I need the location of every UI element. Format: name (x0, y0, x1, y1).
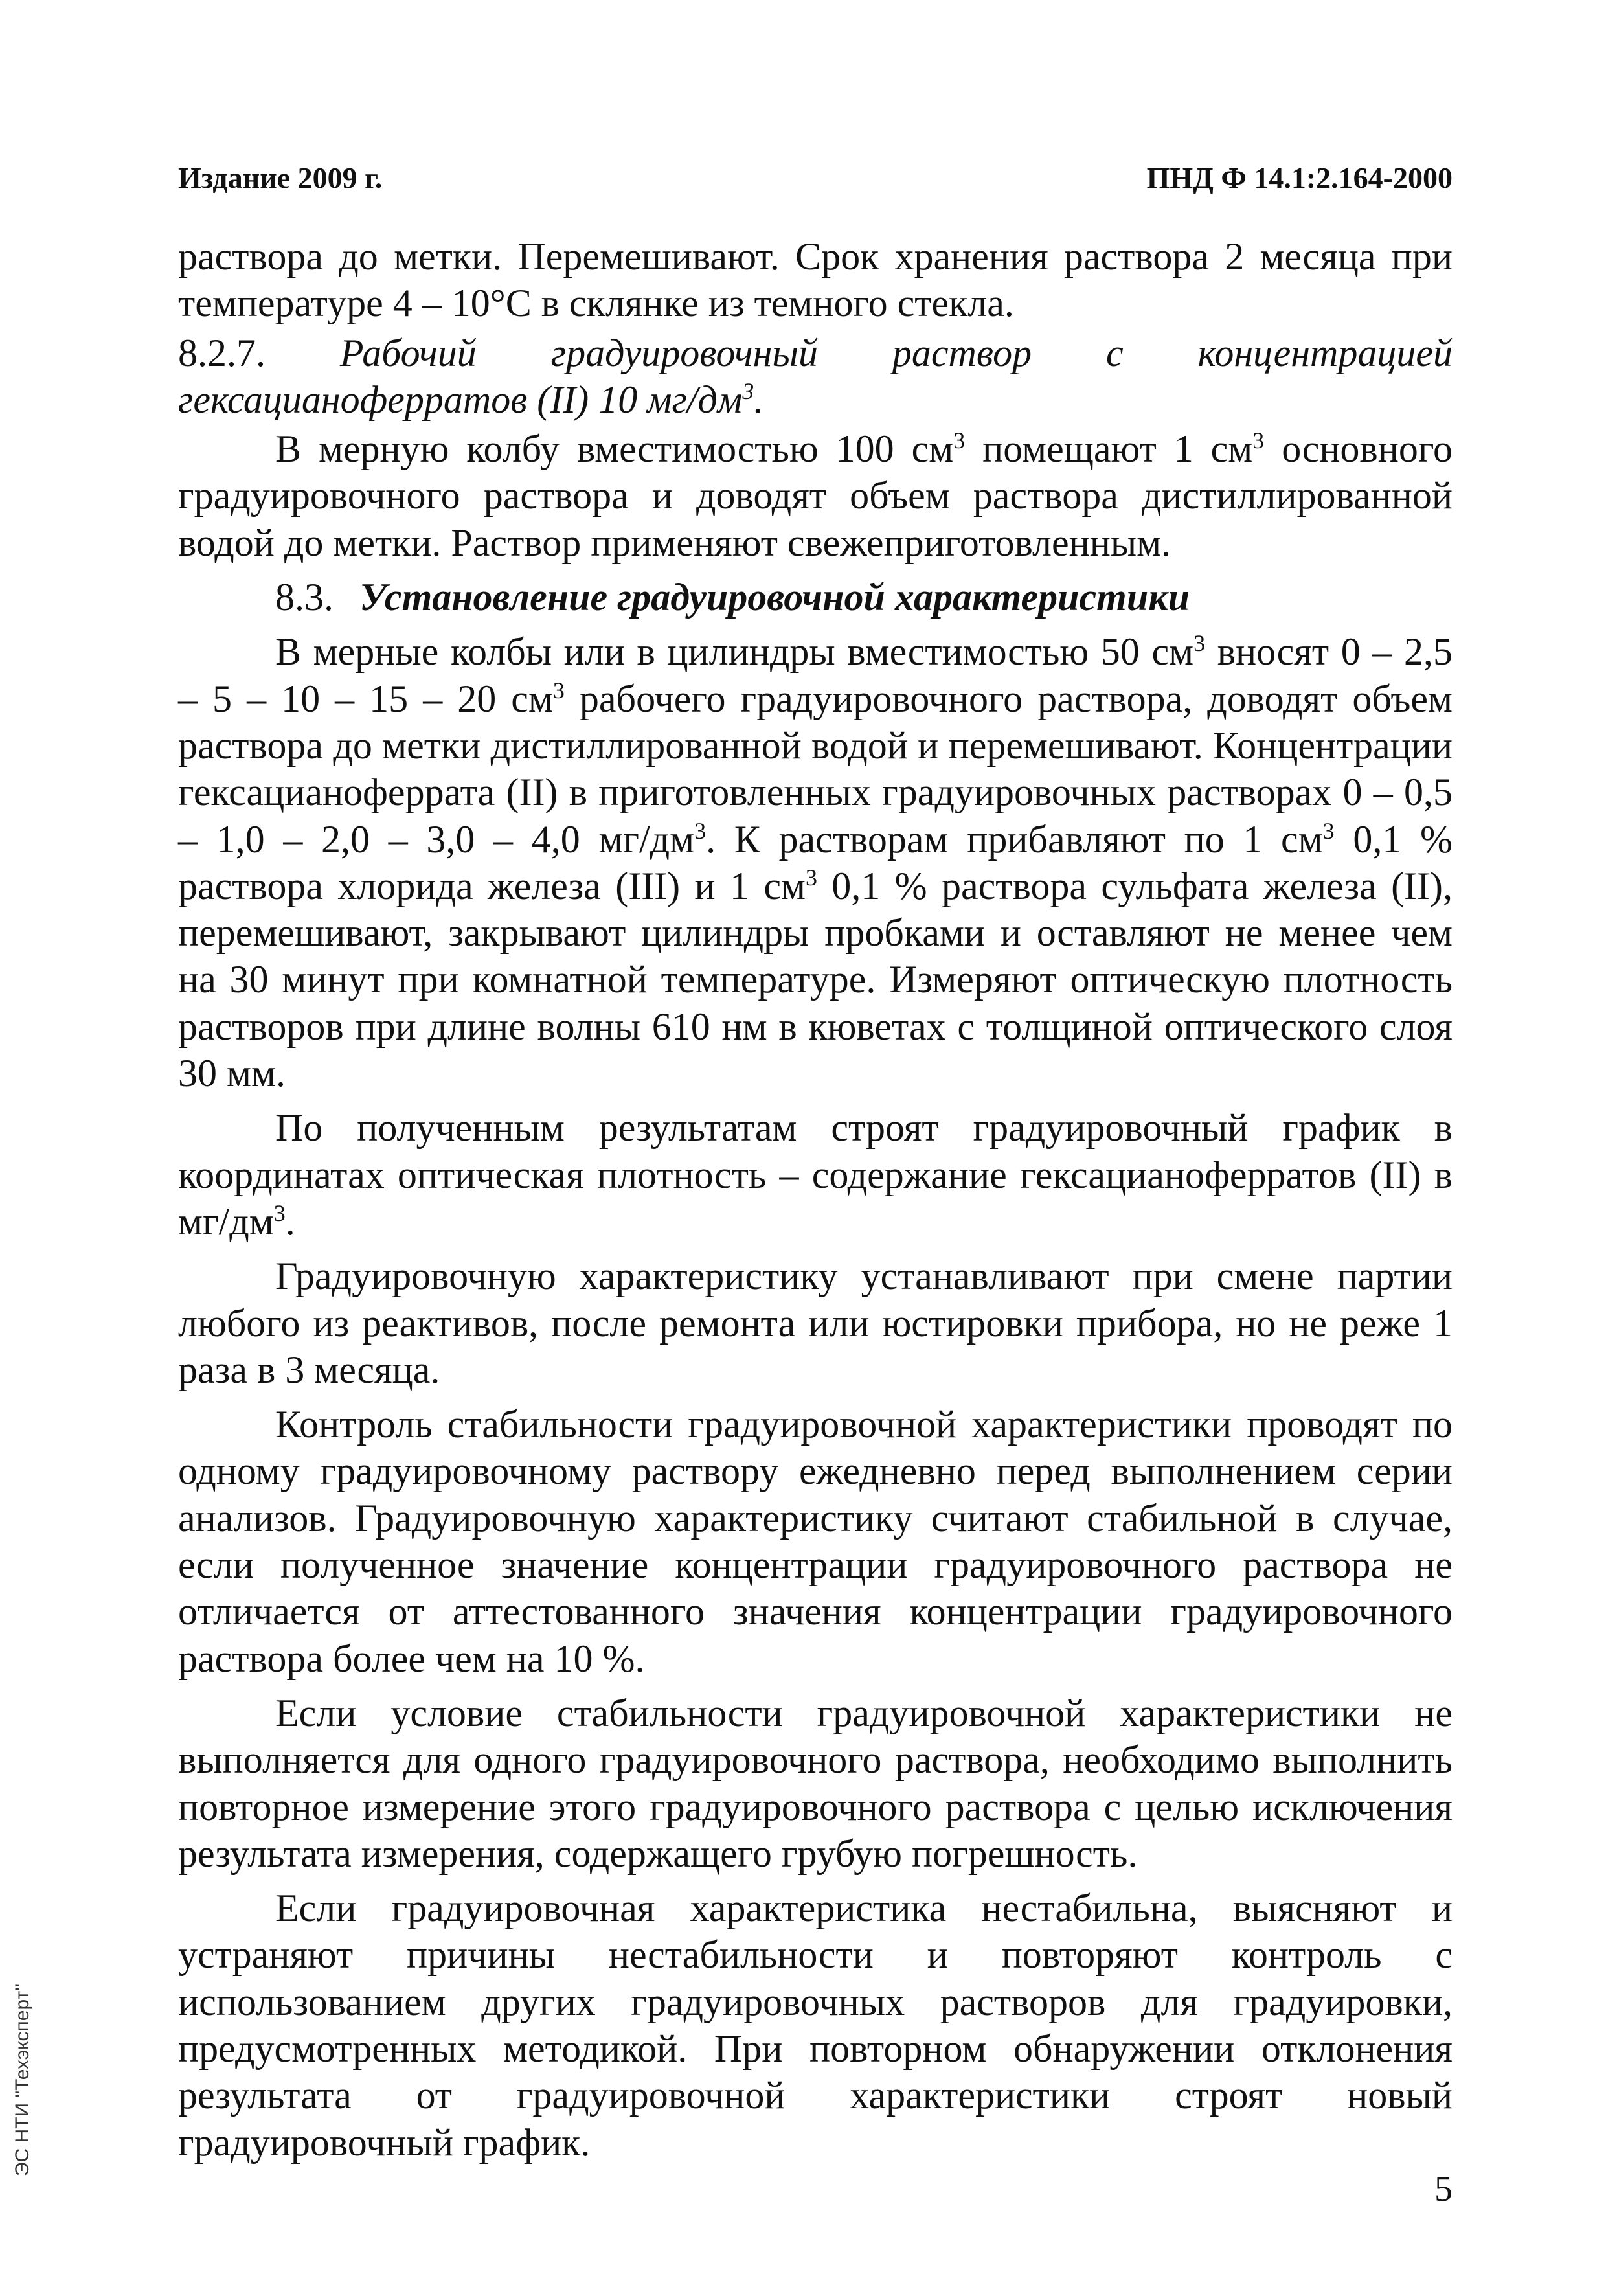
section-8-3-heading (178, 574, 1453, 620)
paragraph-storage: раствора до метки. Перемешивают. Срок хранения раствора 2 месяца при температуре 4 – 10°С в склянке из темного стекла. (178, 235, 1453, 325)
page-number: 5 (1434, 2169, 1453, 2209)
section-number: 8.3. (275, 576, 334, 619)
edition-label: Издание 2009 г. (178, 161, 383, 194)
paragraph-new-graph: Если градуировочная характеристика нестабильна, выясняют и устраняют причины нестабильности и повторяют контроль с использованием других градуировочных растворов для градуировки, предусмотренных методикой. При повторном обнаружении отклонения результата от градуировочной характеристики строят новый градуировочный график. (178, 1887, 1453, 2164)
side-watermark-text: ЭС НТИ "Техэксперт" (12, 1984, 33, 2176)
document-code: ПНД Ф 14.1:2.164-2000 (1146, 161, 1453, 194)
paragraph-repeat-measurement: Если условие стабильности градуировочной характеристики не выполняется для одного градуировочного раствора, необходимо выполнить повторное измерение этого градуировочного раствора с целью исключения результата измерения, содержащего грубую погрешность. (178, 1691, 1453, 1875)
paragraph-calibration-graph: По полученным результатам строят градуировочный график в координатах оптическая плотность – содержание гексацианоферратов (II) в $мг/дм^3$. (178, 1106, 1453, 1243)
subsection-number: 8.2.7. (178, 331, 266, 374)
section-title: Установление градуировочной характеристики (359, 576, 1190, 619)
paragraph-working-solution: В мерную колбу вместимостью 100 $см^3$ помещают 1 $см^3$ основного градуировочного раствора и доводят объем раствора дистиллированной водой до метки. Раствор применяют свежеприготовленным. (178, 427, 1453, 564)
document-body (178, 233, 1453, 2166)
paragraph-calibration-procedure: В мерные колбы или в цилиндры вместимостью 50 $см^3$ вносят 0 – 2,5 – 5 – 10 – 15 – 20 $см^3$ рабочего градуировочного раствора, доводят объем раствора до метки дистиллированной водой и перемешивают. Концентрации гексацианоферрата (II) в приготовленных градуировочных растворах 0 – 0,5 – 1,0 – 2,0 – 3,0 – 4,0 $мг/дм^3$. К растворам прибавляют по 1 $см^3$ 0,1 % раствора хлорида железа (III) и 1 $см^3$ 0,1 % раствора сульфата железа (II), перемешивают, закрывают цилиндры пробками и оставляют не менее чем на 30 минут при комнатной температуре. Измеряют оптическую плотность растворов при длине волны 610 нм в кюветах с толщиной оптического слоя 30 мм. (178, 630, 1453, 1095)
paragraph-calibration-schedule: Градуировочную характеристику устанавливают при смене партии любого из реактивов, после ремонта или юстировки прибора, но не реже 1 раза в 3 месяца. (178, 1255, 1453, 1391)
subsection-title: Рабочий градуировочный раствор с концентрацией гексацианоферратов (II) 10 $мг/дм^3$. (178, 331, 1453, 421)
paragraph-stability-control: Контроль стабильности градуировочной характеристики проводят по одному градуировочному раствору ежедневно перед выполнением серии анализов. Градуировочную характеристику считают стабильной в случае, если полученное значение концентрации градуировочного раствора не отличается от аттестованного значения концентрации градуировочного раствора более чем на 10 %. (178, 1403, 1453, 1680)
subsection-8-2-7 (178, 330, 1453, 424)
